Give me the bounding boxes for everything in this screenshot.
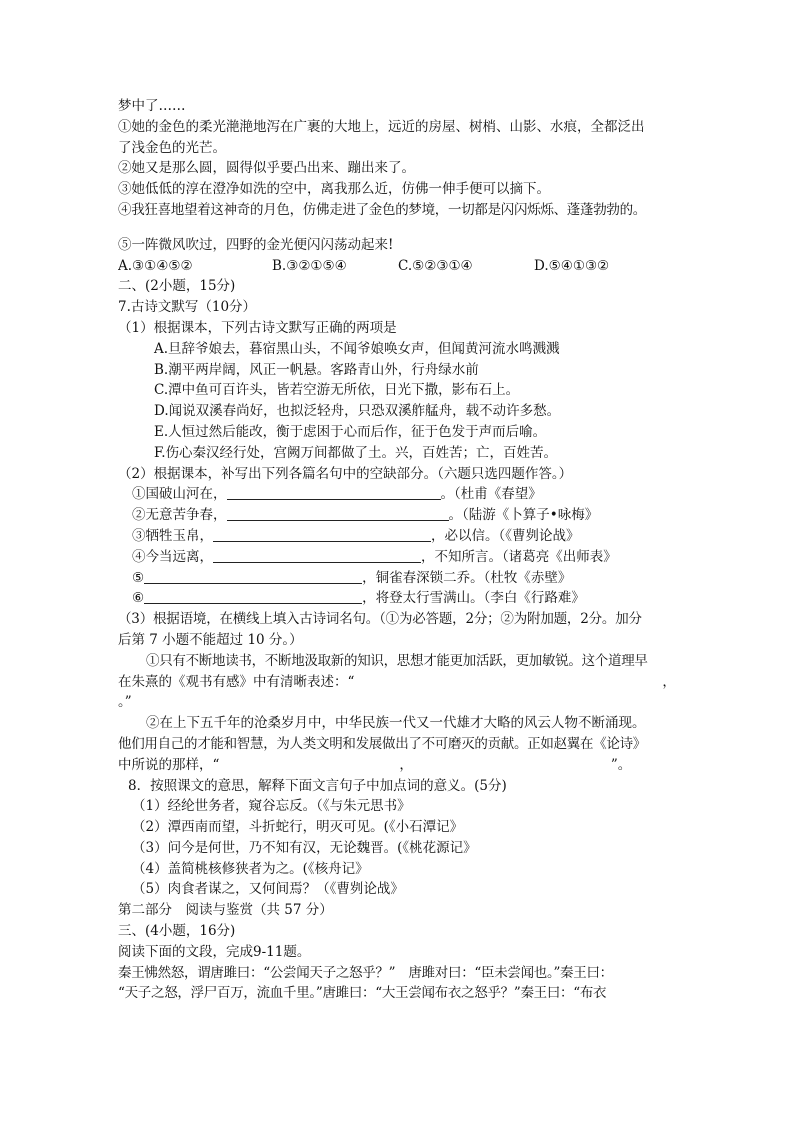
exam-page (118, 96, 678, 1004)
q7-3-p2-line1: ②在上下五千年的沧桑岁月中，中华民族一代又一代雄才大略的风云人物不断涌现。 (146, 715, 646, 732)
q7-2-item-1 (118, 484, 678, 505)
q8-item-3: （3）问今是何世，乃不知有汉，无论魏晋。(《桃花源记》 (132, 839, 477, 856)
q7-3-prompt-line2: 后第 7 小题不能超过 10 分。） (118, 631, 303, 648)
sentence-4: ④我狂喜地望着这神奇的月色，仿佛走进了金色的梦境，一切都是闪闪烁烁、蓬蓬勃勃的。 (118, 201, 646, 218)
q7-2-item-2 (118, 505, 678, 526)
q7-3-p2-line2: 他们用自己的才能和智慧，为人类文明和发展做出了不可磨灭的贡献。正如赵翼在《论诗》 (118, 735, 646, 752)
q7-2-item-6-post: ，将登太行雪满山。（李白《行路难》 (362, 590, 585, 607)
answer-blank-2[interactable] (227, 506, 449, 521)
q7-2-item-3 (118, 526, 678, 547)
q7-1-option-a: A.旦辞爷娘去，暮宿黑山头，不闻爷娘唤女声，但闻黄河流水鸣溅溅 (154, 340, 560, 357)
q7-2-item-1-pre: ①国破山河在， (132, 486, 227, 503)
q7-2-item-4 (118, 547, 678, 568)
choice-c: C.⑤②③①④ (398, 257, 473, 274)
q7-2-prompt: （2）根据课本，补写出下列各篇名句中的空缺部分。（六题只选四题作答。） (118, 465, 573, 482)
q7-2-item-2-pre: ②无意苦争春， (132, 507, 227, 524)
q7-1-option-f: F.伤心秦汉经行处，宫阙万间都做了土。兴，百姓苦；亡，百姓苦。 (154, 444, 558, 461)
passage-line-1: 秦王怫然怒，谓唐雎曰：“公尝闻天子之怒乎？” 唐雎对曰：“臣未尝闻也。”秦王曰： (118, 964, 613, 981)
q8-item-1: （1）经纶世务者，窥谷忘反。（《与朱元思书》 (132, 798, 411, 815)
q7-3-p1-line2 (118, 672, 678, 693)
q7-2-item-6 (118, 588, 678, 609)
choice-d: D.⑤④①③② (534, 257, 610, 274)
q7-3-p1-comma: ， (662, 673, 676, 690)
sentence-1a: ①她的金色的柔光滟滟地泻在广裹的大地上，远近的房屋、树梢、山影、水痕，全都泛出 (118, 118, 645, 135)
answer-blank-1[interactable] (227, 485, 441, 500)
q7-3-p2-close: ”。 (610, 756, 632, 773)
q7-2-item-3-pre: ③牺牲玉帛， (132, 527, 213, 544)
q7-1-option-b: B.潮平两岸阔，风正一帆悬。客路青山外，行舟绿水前 (154, 361, 479, 378)
q7-3-prompt-line1: （3）根据语境，在横线上填入古诗词名句。（①为必答题，2分；②为附加题，2分。加分 (118, 611, 642, 628)
q7-3-p2-comma: ， (399, 756, 413, 773)
q7-1-option-d: D.闻说双溪春尚好，也拟泛轻舟，只恐双溪舴艋舟，载不动许多愁。 (154, 403, 561, 420)
q7-2-item-6-pre: ⑥ (132, 590, 145, 607)
answer-blank-6[interactable] (144, 589, 362, 604)
sentence-5: ⑤一阵微风吹过，四野的金光便闪闪荡动起来! (118, 236, 394, 253)
part-2-header: 第二部分 阅读与鉴赏（共 57 分） (118, 902, 333, 919)
choice-row (118, 256, 678, 277)
q8-title: 8．按照课文的意思，解释下面文言句子中加点词的意义。(5分) (128, 777, 507, 794)
q7-2-item-4-post: ，不知所言。（诸葛亮《出师表》 (421, 548, 617, 565)
q7-2-item-5-pre: ⑤ (132, 569, 145, 586)
sentence-2: ②她又是那么圆，圆得似乎要凸出来、蹦出来了。 (118, 160, 415, 177)
q7-3-p1-line1: ①只有不断地读书，不断地汲取新的知识，思想才能更加活跃，更加敏锐。这个道理早 (146, 652, 648, 669)
choice-a: A.③①④⑤② (118, 257, 193, 274)
answer-blank-5[interactable] (144, 569, 362, 584)
q7-2-item-4-pre: ④今当远离， (132, 548, 213, 565)
section-2-header: 二、(2小题，15分) (118, 278, 236, 295)
q8-item-4: （4）盖简桃核修狭者为之。(《核舟记》 (132, 860, 369, 877)
q7-3-p1-line3: 。” (118, 694, 132, 711)
q7-1-prompt: （1）根据课本，下列古诗文默写正确的两项是 (118, 319, 397, 336)
q7-2-item-1-post: 。（杜甫《春望》 (440, 486, 542, 503)
choice-b: B.③②①⑤④ (272, 257, 347, 274)
q7-3-p2-line3 (118, 755, 678, 776)
q8-item-5: （5）肉食者谋之，又何间焉？（《曹刿论战》 (132, 881, 404, 898)
q7-3-p2-line3-text: 中所说的那样，“ (118, 756, 220, 773)
q7-2-item-5 (118, 568, 678, 589)
section-3-header: 三、(4小题，16分) (118, 923, 236, 940)
answer-blank-4[interactable] (213, 548, 421, 563)
q7-1-option-c: C.潭中鱼可百许头，皆若空游无所依，日光下撒，影布石上。 (154, 382, 520, 399)
q8-item-2: （2）潭西南而望，斗折蛇行，明灭可见。(《小石潭记》 (132, 819, 464, 836)
q7-2-item-5-post: ，铜雀春深锁二乔。（杜牧《赤壁》 (362, 569, 572, 586)
q7-2-item-3-post: ，必以信。（《曹刿论战》 (431, 527, 580, 544)
q7-2-item-2-post: 。（陆游《卜算子•咏梅》 (448, 507, 599, 524)
reading-instruction: 阅读下面的文段，完成9-11题。 (118, 943, 311, 960)
poem-tail: 梦中了…… (118, 98, 186, 114)
q7-1-option-e: E.人恒过然后能改，衡于虑困于心而后作，征于色发于声而后喻。 (154, 423, 547, 440)
q7-title: 7.古诗文默写（10分） (118, 299, 257, 316)
q7-3-p1-line2-text: 在朱熹的《观书有感》中有清晰表述：“ (118, 673, 355, 690)
answer-blank-3[interactable] (213, 527, 431, 542)
sentence-3: ③她低低的淳在澄净如洗的空中，离我那么近，仿佛一伸手便可以摘下。 (118, 181, 550, 198)
sentence-1b: 了浅金色的光芒。 (118, 139, 226, 156)
passage-line-2: “天子之怒，浮尸百万，流血千里。”唐雎曰：“大王尝闻布衣之怒乎？”秦王曰：“布衣 (118, 985, 607, 1002)
